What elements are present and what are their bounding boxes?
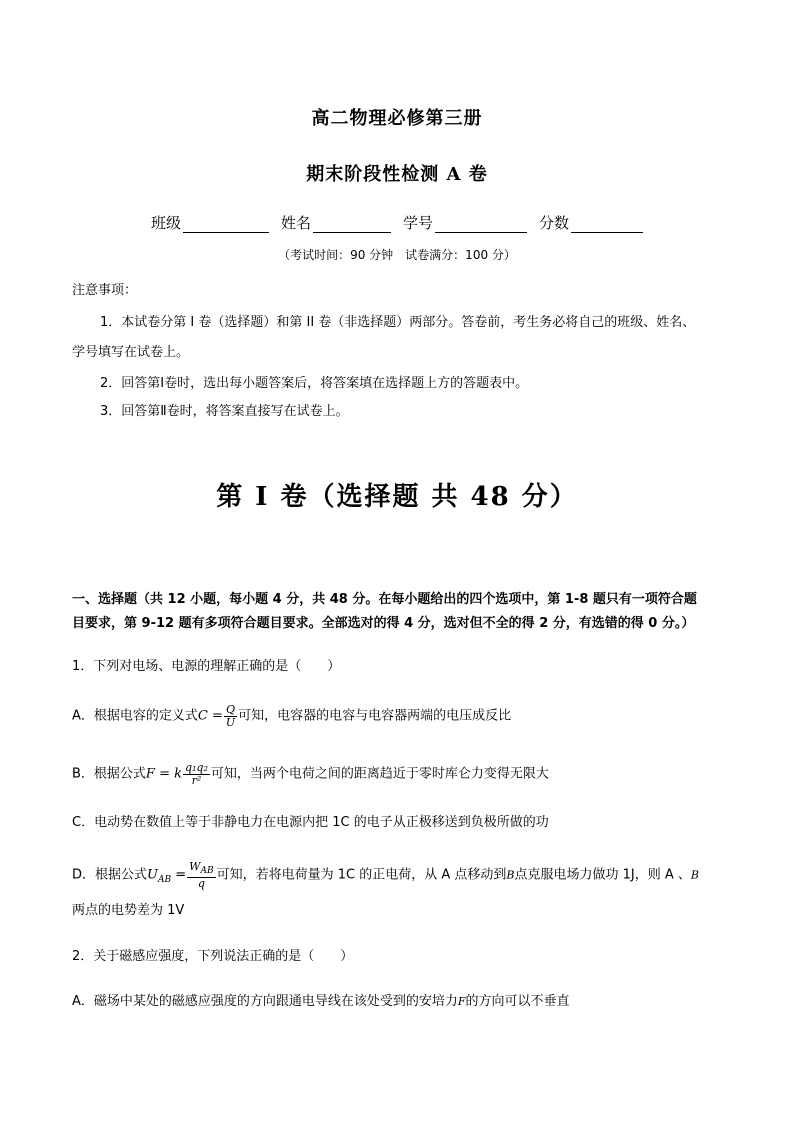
fraction-numerator-w: W [189, 860, 201, 873]
force-variable: F [457, 995, 466, 1008]
student-id-blank[interactable] [435, 216, 527, 233]
q2-option-a-prefix: A．磁场中某处的磁感应强度的方向跟通电导线在该处受到的安培力 [72, 994, 458, 1009]
exam-title: 高二物理必修第三册 [311, 108, 483, 129]
question-1-option-d[interactable] [72, 861, 699, 889]
name-label: 姓名 [280, 214, 311, 232]
option-d-prefix: D．根据公式 [72, 867, 148, 883]
note-1-line-1: 1．本试卷分第 I 卷（选择题）和第 II 卷（非选择题）两部分。答卷前，考生务必将自己的班级、姓名、 [100, 315, 696, 330]
question-1-option-c[interactable]: C．电动势在数值上等于非静电力在电源内把 1C 的电子从正极移送到负极所做的功 [72, 815, 549, 830]
coulomb-formula-lhs: F = k [145, 766, 182, 782]
section-instructions-line-1: 一、选择题（共 12 小题，每小题 4 分，共 48 分。在每小题给出的四个选项中，第 1-8 题只有一项符合题 [72, 592, 697, 607]
exam-info: （考试时间：90 分钟 试卷满分：100 分） [278, 248, 516, 262]
note-2: 2．回答第Ⅰ卷时，选出每小题答案后，将答案填在选择题上方的答题表中。 [100, 376, 529, 391]
q2-option-a-suffix: 的方向可以不垂直 [465, 994, 570, 1009]
fraction-numerator: q₁q₂ [184, 761, 208, 774]
fraction-numerator-sub: AB [200, 866, 214, 877]
question-1-option-b[interactable] [72, 762, 549, 786]
option-b-prefix: B．根据公式 [72, 766, 146, 782]
question-1-option-a[interactable] [72, 704, 511, 728]
note-3: 3．回答第Ⅱ卷时，将答案直接写在试卷上。 [100, 404, 349, 419]
potential-fraction [187, 861, 215, 889]
class-field[interactable] [151, 212, 269, 233]
fraction-numerator: Q [224, 704, 237, 717]
question-1-stem: 1．下列对电场、电源的理解正确的是（ ） [72, 659, 341, 674]
exam-subtitle: 期末阶段性检测 A 卷 [306, 164, 488, 185]
class-blank[interactable] [183, 216, 269, 233]
class-label: 班级 [150, 214, 181, 232]
student-id-label: 学号 [403, 214, 434, 232]
section-heading: 第 I 卷（选择题 共 48 分） [216, 482, 578, 512]
option-a-suffix: 可知，电容器的电容与电容器两端的电压成反比 [238, 708, 512, 724]
coulomb-fraction [183, 762, 210, 786]
potential-formula-lhs: U [147, 867, 158, 883]
notes-title: 注意事项： [72, 283, 138, 298]
point-b-label: B [506, 868, 515, 882]
option-d-mid-2: 点克服电场力做功 1J，则 A 、 [514, 867, 691, 883]
option-a-prefix: A．根据电容的定义式 [72, 708, 198, 724]
point-b-label-2: B [690, 868, 699, 882]
question-2-stem: 2．关于磁感应强度，下列说法正确的是（ ） [72, 949, 354, 964]
capacitance-formula-lhs: C = [197, 708, 223, 724]
score-blank[interactable] [571, 216, 643, 233]
fraction-numerator [187, 861, 215, 878]
fraction-denominator: q [197, 876, 205, 890]
section-instructions-line-2: 目要求，第 9-12 题有多项符合题目要求。全部选对的得 4 分，选对但不全的得 2 分，有选错的得 0 分。） [72, 616, 695, 631]
fraction-denominator: U [225, 715, 236, 729]
option-b-suffix: 可知，当两个电荷之间的距离趋近于零时库仑力变得无限大 [210, 766, 549, 782]
potential-formula-eq: = [171, 867, 187, 883]
potential-formula-lhs-sub: AB [157, 875, 172, 886]
student-id-field[interactable] [403, 212, 527, 233]
fraction-denominator: r² [191, 773, 202, 787]
question-2-option-a[interactable] [72, 990, 570, 1009]
score-label: 分数 [539, 214, 570, 232]
capacitance-fraction [224, 704, 237, 728]
score-field[interactable] [539, 212, 643, 233]
note-1-line-2: 学号填写在试卷上。 [72, 345, 190, 360]
question-1-option-d-line-2: 两点的电势差为 1V [72, 903, 185, 918]
option-d-mid: 可知，若将电荷量为 1C 的正电荷，从 A 点移动到 [216, 867, 507, 883]
student-info-row [0, 212, 794, 233]
name-field[interactable] [281, 212, 391, 233]
name-blank[interactable] [313, 216, 391, 233]
